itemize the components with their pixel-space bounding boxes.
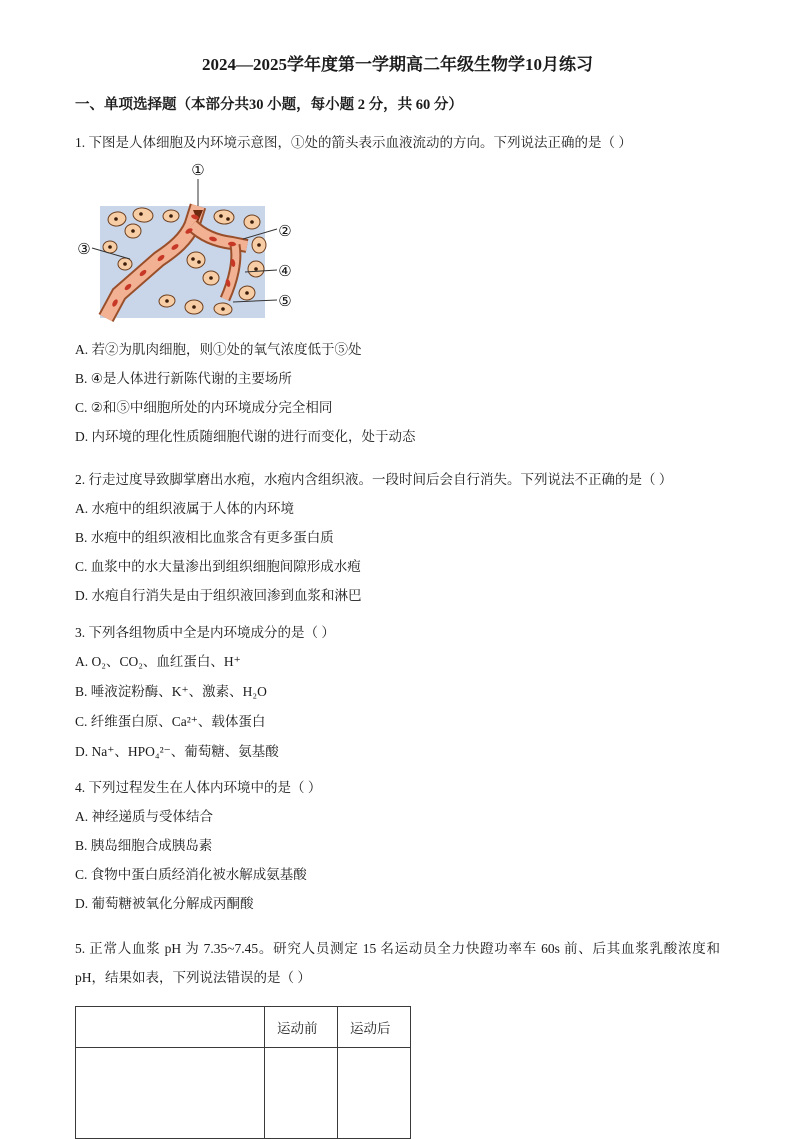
question-1-option-d: D. 内环境的理化性质随细胞代谢的进行而变化，处于动态 — [75, 429, 416, 444]
question-3-option-c: C. 纤维蛋白原、Ca²⁺、载体蛋白 — [75, 714, 266, 729]
table-row-clipped — [76, 1048, 411, 1139]
question-4-option-a: A. 神经递质与受体结合 — [75, 809, 213, 824]
question-1-option-c: C. ②和⑤中细胞所处的内环境成分完全相同 — [75, 400, 333, 415]
question-3-stem: 3. 下列各组物质中全是内环境成分的是（ ） — [75, 625, 335, 640]
question-3-option-d: D. Na⁺、HPO₄²⁻、葡萄糖、氨基酸 — [75, 744, 279, 759]
question-2 — [75, 465, 720, 610]
table-cell — [76, 1048, 265, 1139]
results-table — [75, 1006, 411, 1139]
question-1-option-a: A. 若②为肌肉细胞，则①处的氧气浓度低于⑤处 — [75, 342, 362, 357]
table-cell-blank — [76, 1007, 265, 1048]
question-2-option-c: C. 血浆中的水大量渗出到组织细胞间隙形成水疱 — [75, 559, 361, 574]
question-4-option-c: C. 食物中蛋白质经消化被水解成氨基酸 — [75, 867, 307, 882]
question-4-option-b: B. 胰岛细胞合成胰岛素 — [75, 838, 213, 853]
question-4-option-d: D. 葡萄糖被氧化分解成丙酮酸 — [75, 896, 254, 911]
diagram-label-5: ⑤ — [278, 294, 292, 310]
section-heading: 一、单项选择题（本部分共30 小题，每小题 2 分，共 60 分） — [75, 97, 463, 113]
question-2-option-b: B. 水疱中的组织液相比血浆含有更多蛋白质 — [75, 530, 334, 545]
question-4 — [75, 773, 720, 918]
table-cell-before: 运动前 — [265, 1007, 338, 1048]
question-1 — [75, 128, 720, 451]
question-2-stem: 2. 行走过度导致脚掌磨出水疱，水疱内含组织液。一段时间后会自行消失。下列说法不正确的是（ ） — [75, 472, 673, 487]
question-2-option-d: D. 水疱自行消失是由于组织液回渗到血浆和淋巴 — [75, 588, 362, 603]
cell-environment-figure — [75, 159, 720, 323]
cell-diagram — [75, 159, 310, 323]
table-cell — [338, 1048, 411, 1139]
page-title: 2024—2025学年度第一学期高二年级生物学10月练习 — [202, 55, 593, 74]
question-1-option-b: B. ④是人体进行新陈代谢的主要场所 — [75, 371, 292, 386]
diagram-label-1: ① — [191, 163, 205, 179]
table-header-row — [76, 1007, 411, 1048]
table-cell-after: 运动后 — [338, 1007, 411, 1048]
question-3-option-a: A. O₂、CO₂、血红蛋白、H⁺ — [75, 654, 241, 669]
diagram-label-2: ② — [278, 224, 292, 240]
question-5-stem: 5. 正常人血浆 pH 为 7.35~7.45。研究人员测定 15 名运动员全力快蹬功率车 60s 前、后其血浆乳酸浓度和 pH，结果如表，下列说法错误的是（ ） — [75, 941, 720, 985]
diagram-label-4: ④ — [278, 264, 292, 280]
diagram-label-3: ③ — [77, 242, 91, 258]
question-1-stem: 1. 下图是人体细胞及内环境示意图，①处的箭头表示血液流动的方向。下列说法正确的是（ ） — [75, 135, 632, 150]
table-cell — [265, 1048, 338, 1139]
question-5 — [75, 934, 720, 1139]
question-3 — [75, 618, 720, 767]
question-4-stem: 4. 下列过程发生在人体内环境中的是（ ） — [75, 780, 322, 795]
question-2-option-a: A. 水疱中的组织液属于人体的内环境 — [75, 501, 294, 516]
question-3-option-b: B. 唾液淀粉酶、K⁺、激素、H₂O — [75, 684, 267, 699]
